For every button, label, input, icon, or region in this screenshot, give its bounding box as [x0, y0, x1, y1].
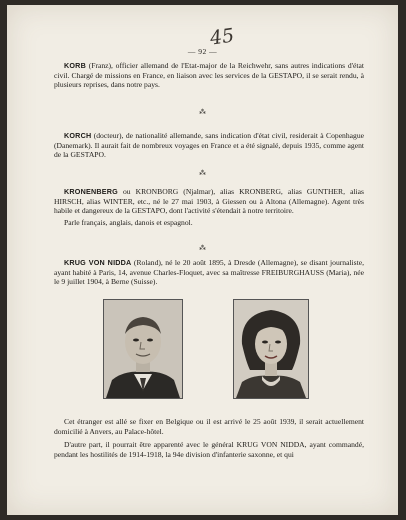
entry-korch — [54, 131, 364, 160]
page-number: — 92 — — [187, 47, 218, 56]
entry-extra: Parle français, anglais, danois et espagnol. — [64, 217, 193, 227]
paragraph: Cet étranger est allé se fixer en Belgique ou il est arrivé le 25 août 1939, il serait actuellement domicilié à Anvers, au Palace-hôtel. — [54, 417, 364, 436]
bottom-text — [54, 417, 364, 463]
entry-text: (Roland), né le 20 août 1895, à Dresde (Allemagne), se disant journaliste, ayant habité à Paris, 14, avenue Charles-Floquet, avec sa maîtresse FREIBURGHAUSS (Maria), née le 9 juillet 1904, à Berne (Suisse). — [54, 258, 365, 287]
entry-text: (Franz), officier allemand de l'Etat-major de la Reichwehr, sans autres indications d'état civil. Chargé de missions en France, en liaison avec les services de la GESTAPO, il se serait rendu, à plusieurs reprises, dans notre pays. — [54, 61, 364, 90]
entry-name: KORB — [64, 61, 86, 70]
entry-krug-von-nidda — [54, 258, 364, 287]
separator-mark: ⁂ — [199, 169, 206, 177]
entry-text: (docteur), de nationalité allemande, sans indication d'état civil, residerait à Copenhague (Danemark). Il aurait fait de nombreux voyages en France et a été signalé, depuis 1935, comme agent de la GESTAPO. — [54, 131, 364, 160]
separator-mark: ⁂ — [199, 108, 206, 116]
entry-name: KRUG VON NIDDA — [64, 258, 132, 267]
separator-mark: ⁂ — [199, 244, 206, 252]
entry-kronenberg — [54, 187, 364, 227]
photo-woman — [233, 299, 309, 399]
photo-man — [103, 299, 183, 399]
entry-name: KRONENBERG — [64, 187, 118, 196]
handwritten-page-mark: 45 — [208, 24, 236, 50]
entry-korb — [54, 61, 364, 90]
entry-text: ou KRONBORG (Njalmar), alias KRONBERG, alias GUNTHER, alias HIRSCH, alias WINTER, etc., né le 27 mai 1903, à Giessen ou à Altona (Allemagne). Agent très habile et dangereux de la GESTAPO, dont l'activité s'étendait à notre territoire. — [54, 187, 364, 216]
paragraph: D'autre part, il pourrait être apparenté avec le général KRUG VON NIDDA, ayant commandé, pendant les hostilités de 1914-1918, la 94e division d'infanterie saxonne, et qui — [54, 440, 364, 459]
document-page — [7, 5, 398, 515]
entry-name: KORCH — [64, 131, 92, 140]
